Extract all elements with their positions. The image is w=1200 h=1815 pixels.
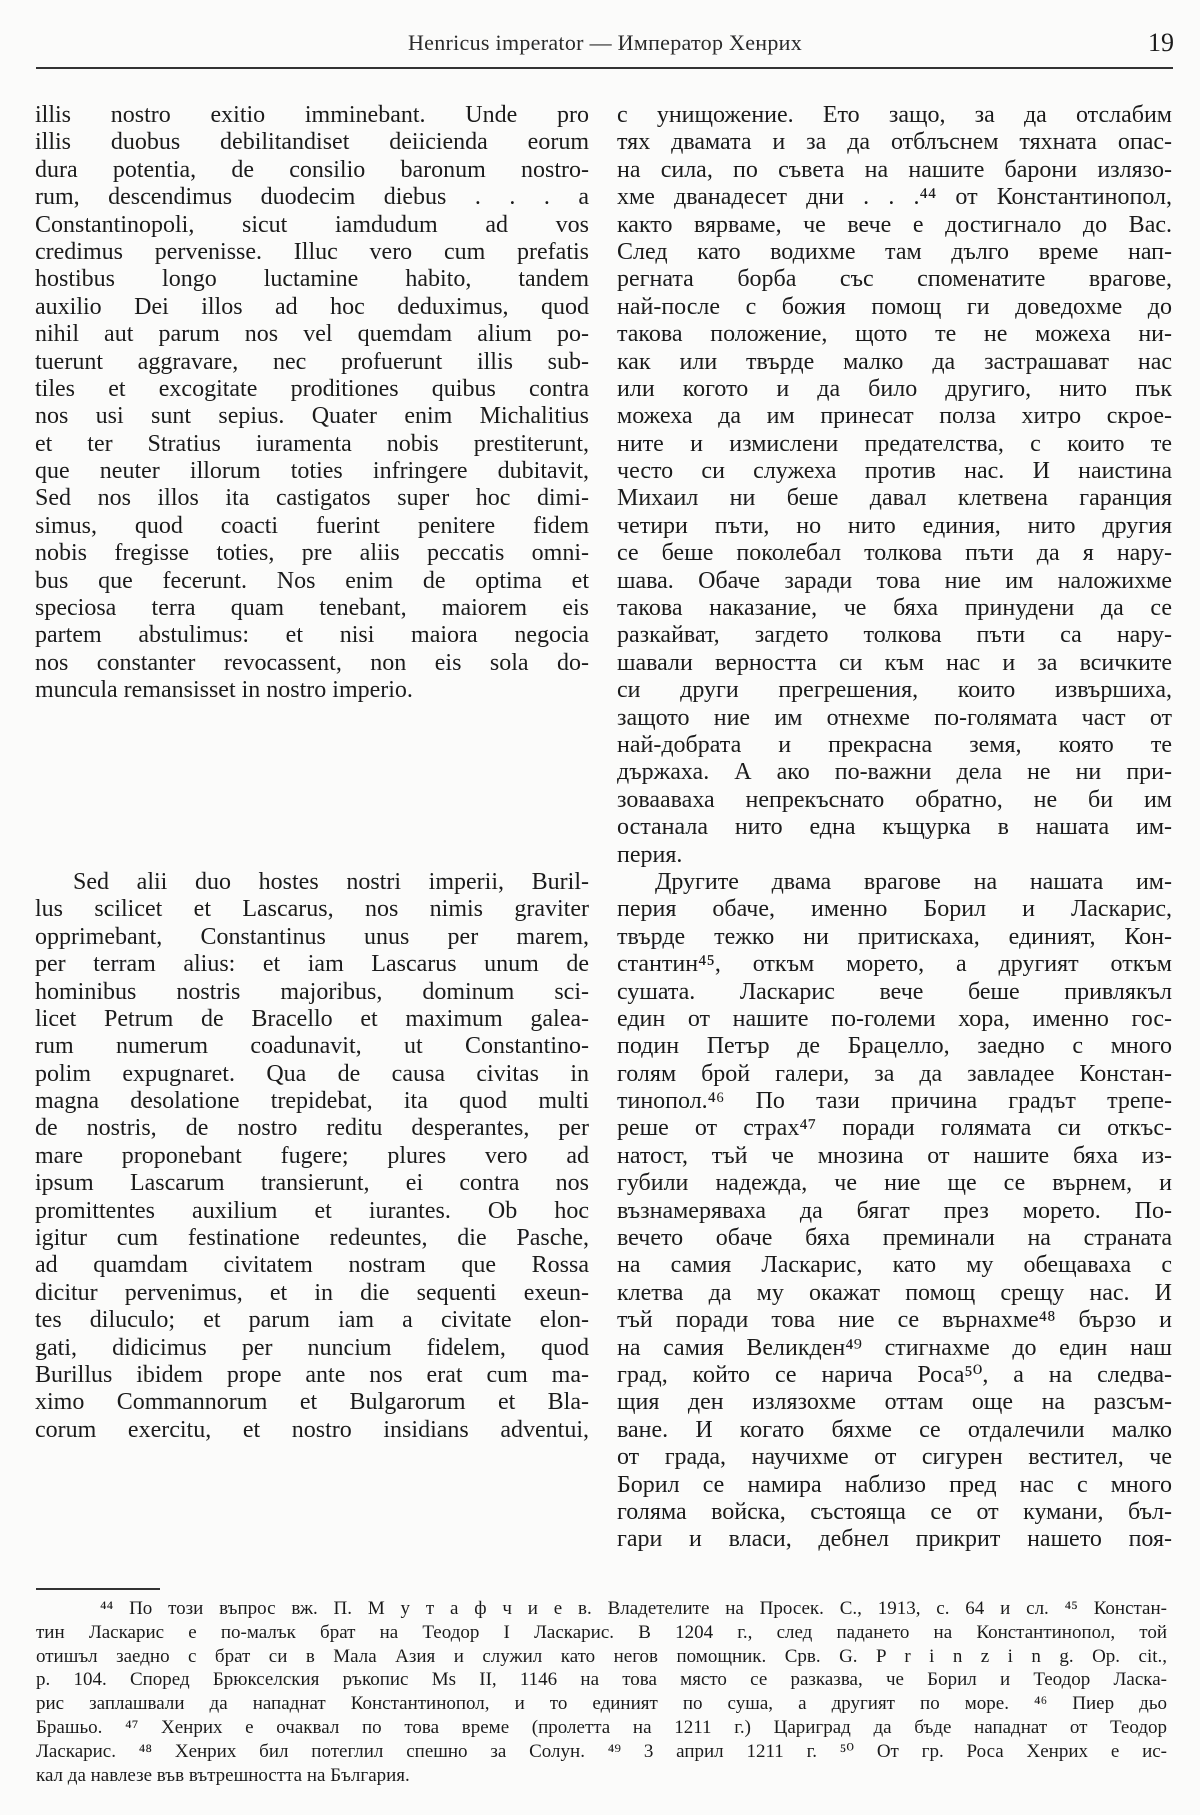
text-line: gati, didicimus per nuncium fidelem, quod [35, 1334, 589, 1361]
text-line: щия ден излязохме оттам още на разсъм- [617, 1389, 1172, 1416]
text-line: защото ние им отнехме по-голямата част от [617, 704, 1172, 731]
text-line: lus scilicet et Lascarus, nos nimis graviter [35, 896, 589, 923]
text-line: възнамеряваха да бягат през морето. По- [617, 1197, 1172, 1224]
text-line: speciosa terra quam tenebant, maiorem eis [35, 595, 589, 622]
latin-text-column [35, 102, 589, 1444]
text-line: illis duobus debilitandiset deiicienda eorum [35, 129, 589, 156]
text-line: rum, descendimus duodecim diebus . . . a [35, 184, 589, 211]
text-line: най-добрата и прекрасна земя, която те [617, 731, 1172, 758]
text-line: зовааваха непрекъснато обратно, не би им [617, 786, 1172, 813]
text-line: реше от страх⁴⁷ поради голямата си откъс- [617, 1115, 1172, 1142]
text-line: corum exercitu, et nostro insidians adventui, [35, 1416, 589, 1443]
text-line: ad quamdam civitatem nostram que Rossa [35, 1252, 589, 1279]
text-line: Burillus ibidem prope ante nos erat cum ma- [35, 1361, 589, 1388]
text-line: bus que fecerunt. Nos enim de optima et [35, 567, 589, 594]
footnotes [36, 1597, 1167, 1787]
text-line: често си служеха против нас. И наистина [617, 458, 1172, 485]
text-line: най-после с божия помощ ги доведохме до [617, 293, 1172, 320]
text-line: държаха. А ако по-важни дела не ни при- [617, 759, 1172, 786]
text-line: Брашьо. ⁴⁷ Хенрих е очаквал по това време (пролетта на 1211 г.) Цариград да бъде нападнат от Теодор [36, 1716, 1167, 1738]
text-line: перия. [617, 841, 683, 868]
text-line: tes diluculo; et parum iam a civitate elon- [35, 1307, 589, 1334]
text-line: отишъл заедно с брат си в Мала Азия и служил като негов помощник. Срв. G. P r i n z i n g. Op. cit., [36, 1645, 1167, 1667]
text-line: dura potentia, de consilio baronum nostro- [35, 156, 589, 183]
text-line: такова положение, щото те не можеха ни- [617, 321, 1172, 348]
text-line: ⁴⁴ По този въпрос вж. П. М у т а ф ч и е в. Владетелите на Просек. С., 1913, с. 64 и сл. ⁴⁵ Констан- [100, 1598, 1167, 1619]
text-line: подин Петър де Брацелло, заедно с много [617, 1033, 1172, 1060]
text-line: mare proponebant fugere; plures vero ad [35, 1142, 589, 1169]
text-line: шавали верността си към нас и за всичките [617, 649, 1172, 676]
text-line: Constantinopoli, sicut iamdudum ad vos [35, 211, 589, 238]
footnote-rule [36, 1588, 160, 1590]
text-line: et ter Stratius iuramenta nobis prestiterunt, [35, 430, 589, 457]
text-line: Борил се намира наблизо пред нас с много [617, 1471, 1172, 1498]
text-line: Ласкарис. ⁴⁸ Хенрих бил потеглил спешно за Солун. ⁴⁹ 3 април 1211 г. ⁵⁰ От гр. Роса Хенрих е ис- [36, 1740, 1167, 1762]
text-line: Sed nos illos ita castigatos super hoc dimi- [35, 485, 589, 512]
text-line: credimus pervenisse. Illuc vero cum prefatis [35, 238, 589, 265]
text-line: вечето обаче бяха преминали на страната [617, 1225, 1172, 1252]
text-line: hostibus longo luctamine habito, tandem [35, 266, 589, 293]
text-line: nihil aut parum nos vel quemdam alium po- [35, 321, 589, 348]
text-line: клетва да му окажат помощ срещу нас. И [617, 1279, 1172, 1306]
text-line: четири пъти, но нито единия, нито другия [617, 512, 1172, 539]
text-line: рис заплашвали да нападнат Константинопол, и то единият по суша, а другият по море. ⁴⁶ Пиер дьо [36, 1693, 1167, 1715]
text-line: на сила, по съвета на нашите барони излязо- [617, 156, 1172, 183]
text-line: dicitur pervenimus, et in die sequenti exeun- [35, 1279, 589, 1306]
text-line: тъй поради това ние се върнахме⁴⁸ бързо и [617, 1307, 1172, 1334]
text-line: голяма войска, състояща се от кумани, бъл- [617, 1498, 1172, 1525]
text-line: auxilio Dei illos ad hoc deduximus, quod [35, 293, 589, 320]
text-line: tiles et excogitate proditiones quibus contra [35, 375, 589, 402]
text-line: останала нито една къщурка в нашата им- [617, 814, 1172, 841]
text-line: гари и власи, дебнел прикрит нашето поя- [617, 1526, 1172, 1553]
text-line: град, който се нарича Роса⁵⁰, а на следва- [617, 1361, 1172, 1388]
text-line: ване. И когато бяхме се отдалечили малко [617, 1416, 1172, 1443]
text-line: твърде тежко ни притискаха, единият, Кон- [617, 923, 1172, 950]
text-line: стантин⁴⁵, откъм морето, а другият откъм [617, 951, 1172, 978]
running-title: Henricus imperator — Император Хенрих [407, 30, 803, 55]
text-line: губили надежда, че ние ще се върнем, и [617, 1170, 1172, 1197]
text-line: p. 104. Според Брюкселския ръкопис Ms II, 1146 на това място се разказва, че Борил и Теодор Ласка- [36, 1669, 1167, 1691]
text-line: един от нашите по-големи хора, именно гос- [617, 1005, 1172, 1032]
text-line: от града, научихме от сигурен вестител, че [617, 1444, 1172, 1471]
text-line: ните и измислени предателства, с които те [617, 430, 1172, 457]
text-line: tuerunt aggravare, nec profuerunt illis sub- [35, 348, 589, 375]
text-line: illis nostro exitio imminebant. Unde pro [35, 102, 589, 128]
text-line: регната борба със споменатите врагове, [617, 266, 1172, 293]
text-line: си други прегрешения, които извършиха, [617, 677, 1172, 704]
text-line: перия обаче, именно Борил и Ласкарис, [617, 896, 1172, 923]
text-line: тях двамата и за да отблъснем тяхната опас- [617, 129, 1172, 156]
text-line: или когото и да било другиго, нито пък [617, 375, 1172, 402]
text-line: можеха да им принесат полза хитро скрое- [617, 403, 1172, 430]
text-line: тинопол.⁴⁶ По тази причина градът трепе- [617, 1088, 1172, 1115]
text-line: натост, тъй че мнозина от нашите бяха из- [617, 1142, 1172, 1169]
text-line: на самия Ласкарис, като му обещаваха с [617, 1252, 1172, 1279]
text-line: ipsum Lascarum transierunt, ei contra nos [35, 1170, 589, 1197]
text-line: nos constanter revocassent, non eis sola do- [35, 649, 589, 676]
text-line: de nostris, de nostro reditu desperantes, per [35, 1115, 589, 1142]
text-line: кал да навлезе във вътрешността на България. [36, 1764, 410, 1786]
text-line: разкайват, загдето толкова пъти са нару- [617, 622, 1172, 649]
text-line: magna desolatione trepidebat, ita quod multi [35, 1088, 589, 1115]
text-line: на самия Великден⁴⁹ стигнахме до един наш [617, 1334, 1172, 1361]
text-line: Sed alii duo hostes nostri imperii, Buril- [73, 868, 589, 895]
text-line: с унищожение. Ето защо, за да отслабим [617, 102, 1172, 128]
text-line: nos usi sunt sepius. Quater enim Michalitius [35, 403, 589, 430]
text-line: Михаил ни беше давал клетвена гаранция [617, 485, 1172, 512]
text-line: След като водихме там дълго време нап- [617, 238, 1172, 265]
text-line: голям брой галери, за да завладее Констан- [617, 1060, 1172, 1087]
text-line: que neuter illorum toties infringere dubitavit, [35, 458, 589, 485]
text-line: nobis fregisse toties, pre aliis peccatis omni- [35, 540, 589, 567]
bulgarian-text-column [617, 102, 1172, 1554]
text-line: licet Petrum de Bracello et maximum galea- [35, 1005, 589, 1032]
text-line: такова наказание, че бяха принудени да се [617, 595, 1172, 622]
text-line: promittentes auxilium et iurantes. Ob hoc [35, 1197, 589, 1224]
text-line: opprimebant, Constantinus unus per marem, [35, 923, 589, 950]
text-line: сушата. Ласкарис вече беше привлякъл [617, 978, 1172, 1005]
text-line: simus, quod coacti fuerint penitere fidem [35, 512, 589, 539]
header-rule [36, 67, 1173, 69]
text-line: Другите двама врагове на нашата им- [655, 868, 1172, 895]
running-header [0, 30, 1200, 64]
text-line: тин Ласкарис е по-малък брат на Теодор I Ласкарис. В 1204 г., след падането на Константинопол, той [36, 1621, 1167, 1643]
text-line: хме дванадесет дни . . .⁴⁴ от Константинопол, [617, 184, 1172, 211]
text-line: както вярваме, че вече е достигнало до Вас. [617, 211, 1172, 238]
text-line: hominibus nostris majoribus, dominum sci- [35, 978, 589, 1005]
text-line: muncula remansisset in nostro imperio. [35, 677, 413, 704]
text-line: ximo Commannorum et Bulgarorum et Bla- [35, 1389, 589, 1416]
text-line: шава. Обаче заради това ние им наложихме [617, 567, 1172, 594]
text-line: polim expugnaret. Qua de causa civitas in [35, 1060, 589, 1087]
page-number: 19 [1148, 28, 1174, 57]
text-line: се беше поколебал толкова пъти да я нару- [617, 540, 1172, 567]
text-line: per terram alius: et iam Lascarus unum de [35, 951, 589, 978]
text-line: rum numerum coadunavit, ut Constantino- [35, 1033, 589, 1060]
text-line: igitur cum festinatione redeuntes, die Pasche, [35, 1225, 589, 1252]
text-line: partem abstulimus: et nisi maiora negocia [35, 622, 589, 649]
text-line: как или твърде малко да застрашават нас [617, 348, 1172, 375]
